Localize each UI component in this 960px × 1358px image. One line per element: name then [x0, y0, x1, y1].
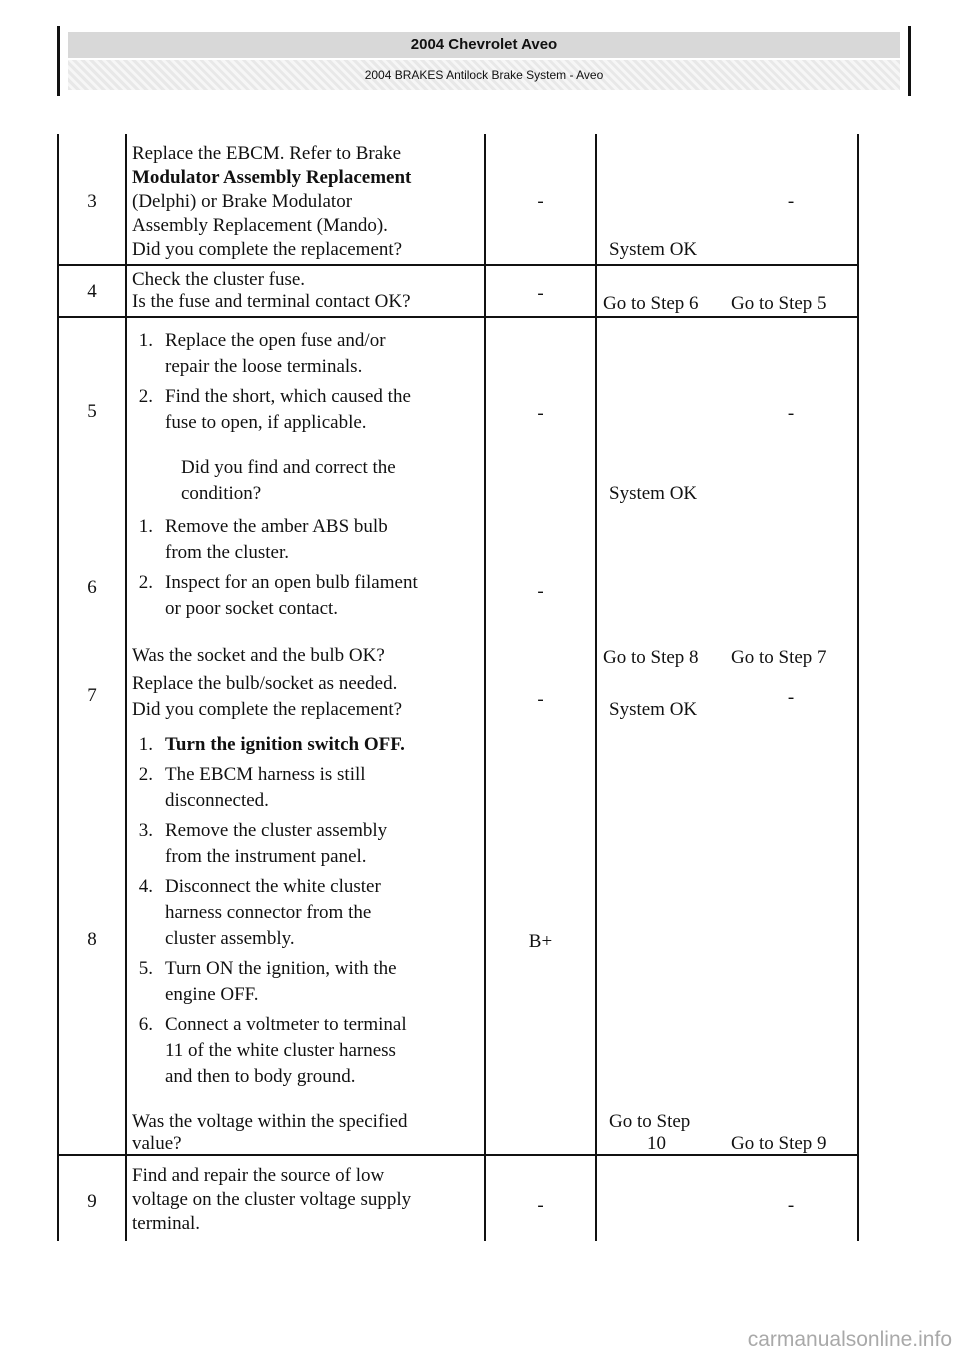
no-cell: Go to Step 7: [731, 647, 827, 668]
value-cell: -: [537, 403, 544, 424]
no-cell: -: [787, 687, 795, 708]
action-line: voltage on the cluster voltage supply: [132, 1189, 412, 1210]
yes-cell: Go to Step 6: [603, 293, 699, 314]
step-number: 8: [87, 929, 97, 950]
action-question: Was the socket and the bulb OK?: [132, 645, 385, 666]
action-line: Check the cluster fuse.: [132, 269, 306, 290]
value-cell: -: [537, 1195, 544, 1216]
no-cell: Go to Step 9: [731, 1133, 827, 1154]
value-cell: -: [537, 689, 544, 710]
list-item: 4. Disconnect the white cluster harness connector from the cluster assembly.: [138, 876, 381, 949]
site-watermark: carmanualsonline.info: [747, 1328, 952, 1351]
action-question: value?: [132, 1133, 182, 1154]
value-cell: -: [537, 581, 544, 602]
action-line: (Delphi) or Brake Modulator: [132, 191, 353, 212]
list-item: 2. Find the short, which caused the fuse to open, if applicable.: [138, 386, 411, 433]
step-number: 5: [87, 401, 97, 422]
action-line: Assembly Replacement (Mando).: [132, 215, 388, 236]
list-item: 1. Replace the open fuse and/or repair the loose terminals.: [138, 330, 386, 377]
no-cell: Go to Step 5: [731, 293, 827, 314]
value-cell: -: [537, 283, 544, 304]
step-number: 3: [87, 191, 97, 212]
action-question: Did you find and correct the: [181, 457, 396, 478]
column-divider-value: [595, 134, 597, 1241]
list-item: 1. Remove the amber ABS bulb from the cluster.: [138, 516, 388, 563]
list-item: 6. Connect a voltmeter to terminal 11 of the white cluster harness and then to body ground.: [138, 1014, 407, 1087]
no-cell: -: [787, 1195, 795, 1216]
action-line: Replace the EBCM. Refer to Brake: [132, 143, 402, 164]
action-line: Find and repair the source of low: [132, 1165, 385, 1186]
action-question: Is the fuse and terminal contact OK?: [132, 291, 411, 312]
step-number: 7: [87, 685, 97, 706]
table-border-right: [857, 134, 859, 1241]
document-subtitle: 2004 BRAKES Antilock Brake System - Aveo: [68, 60, 900, 90]
action-question: Did you complete the replacement?: [132, 699, 403, 720]
row-divider-3-4: [57, 264, 859, 266]
step-number: 9: [87, 1191, 97, 1212]
action-question: Did you complete the replacement?: [132, 239, 403, 260]
diagnostic-table: [57, 134, 859, 1241]
yes-cell: Go to Step 8: [603, 647, 699, 668]
row-divider-4-5: [57, 316, 859, 318]
list-item: 2. The EBCM harness is still disconnected.: [138, 764, 366, 811]
yes-cell: System OK: [609, 483, 698, 504]
action-question: Was the voltage within the specified: [132, 1111, 408, 1132]
action-line: terminal.: [132, 1213, 201, 1234]
no-cell: -: [787, 403, 795, 424]
document-title: 2004 Chevrolet Aveo: [68, 32, 900, 58]
action-line-reference: Modulator Assembly Replacement: [132, 167, 412, 188]
step-number: 6: [87, 577, 97, 598]
value-cell: B+: [528, 931, 553, 952]
list-item: 3. Remove the cluster assembly from the instrument panel.: [138, 820, 388, 867]
action-question: condition?: [181, 483, 262, 504]
yes-cell: Go to Step: [609, 1111, 691, 1132]
list-item: 1. Turn the ignition switch OFF.: [138, 734, 405, 755]
list-item: 5. Turn ON the ignition, with the engine OFF.: [138, 958, 397, 1005]
step-number: 4: [87, 281, 97, 302]
yes-cell: 10: [647, 1133, 666, 1154]
no-cell: -: [787, 191, 795, 212]
value-cell: -: [537, 191, 544, 212]
action-line: Replace the bulb/socket as needed.: [132, 673, 398, 694]
yes-cell: System OK: [609, 699, 698, 720]
yes-cell: System OK: [609, 239, 698, 260]
page-header: [57, 26, 911, 96]
list-item: 2. Inspect for an open bulb filament or poor socket contact.: [138, 572, 418, 619]
